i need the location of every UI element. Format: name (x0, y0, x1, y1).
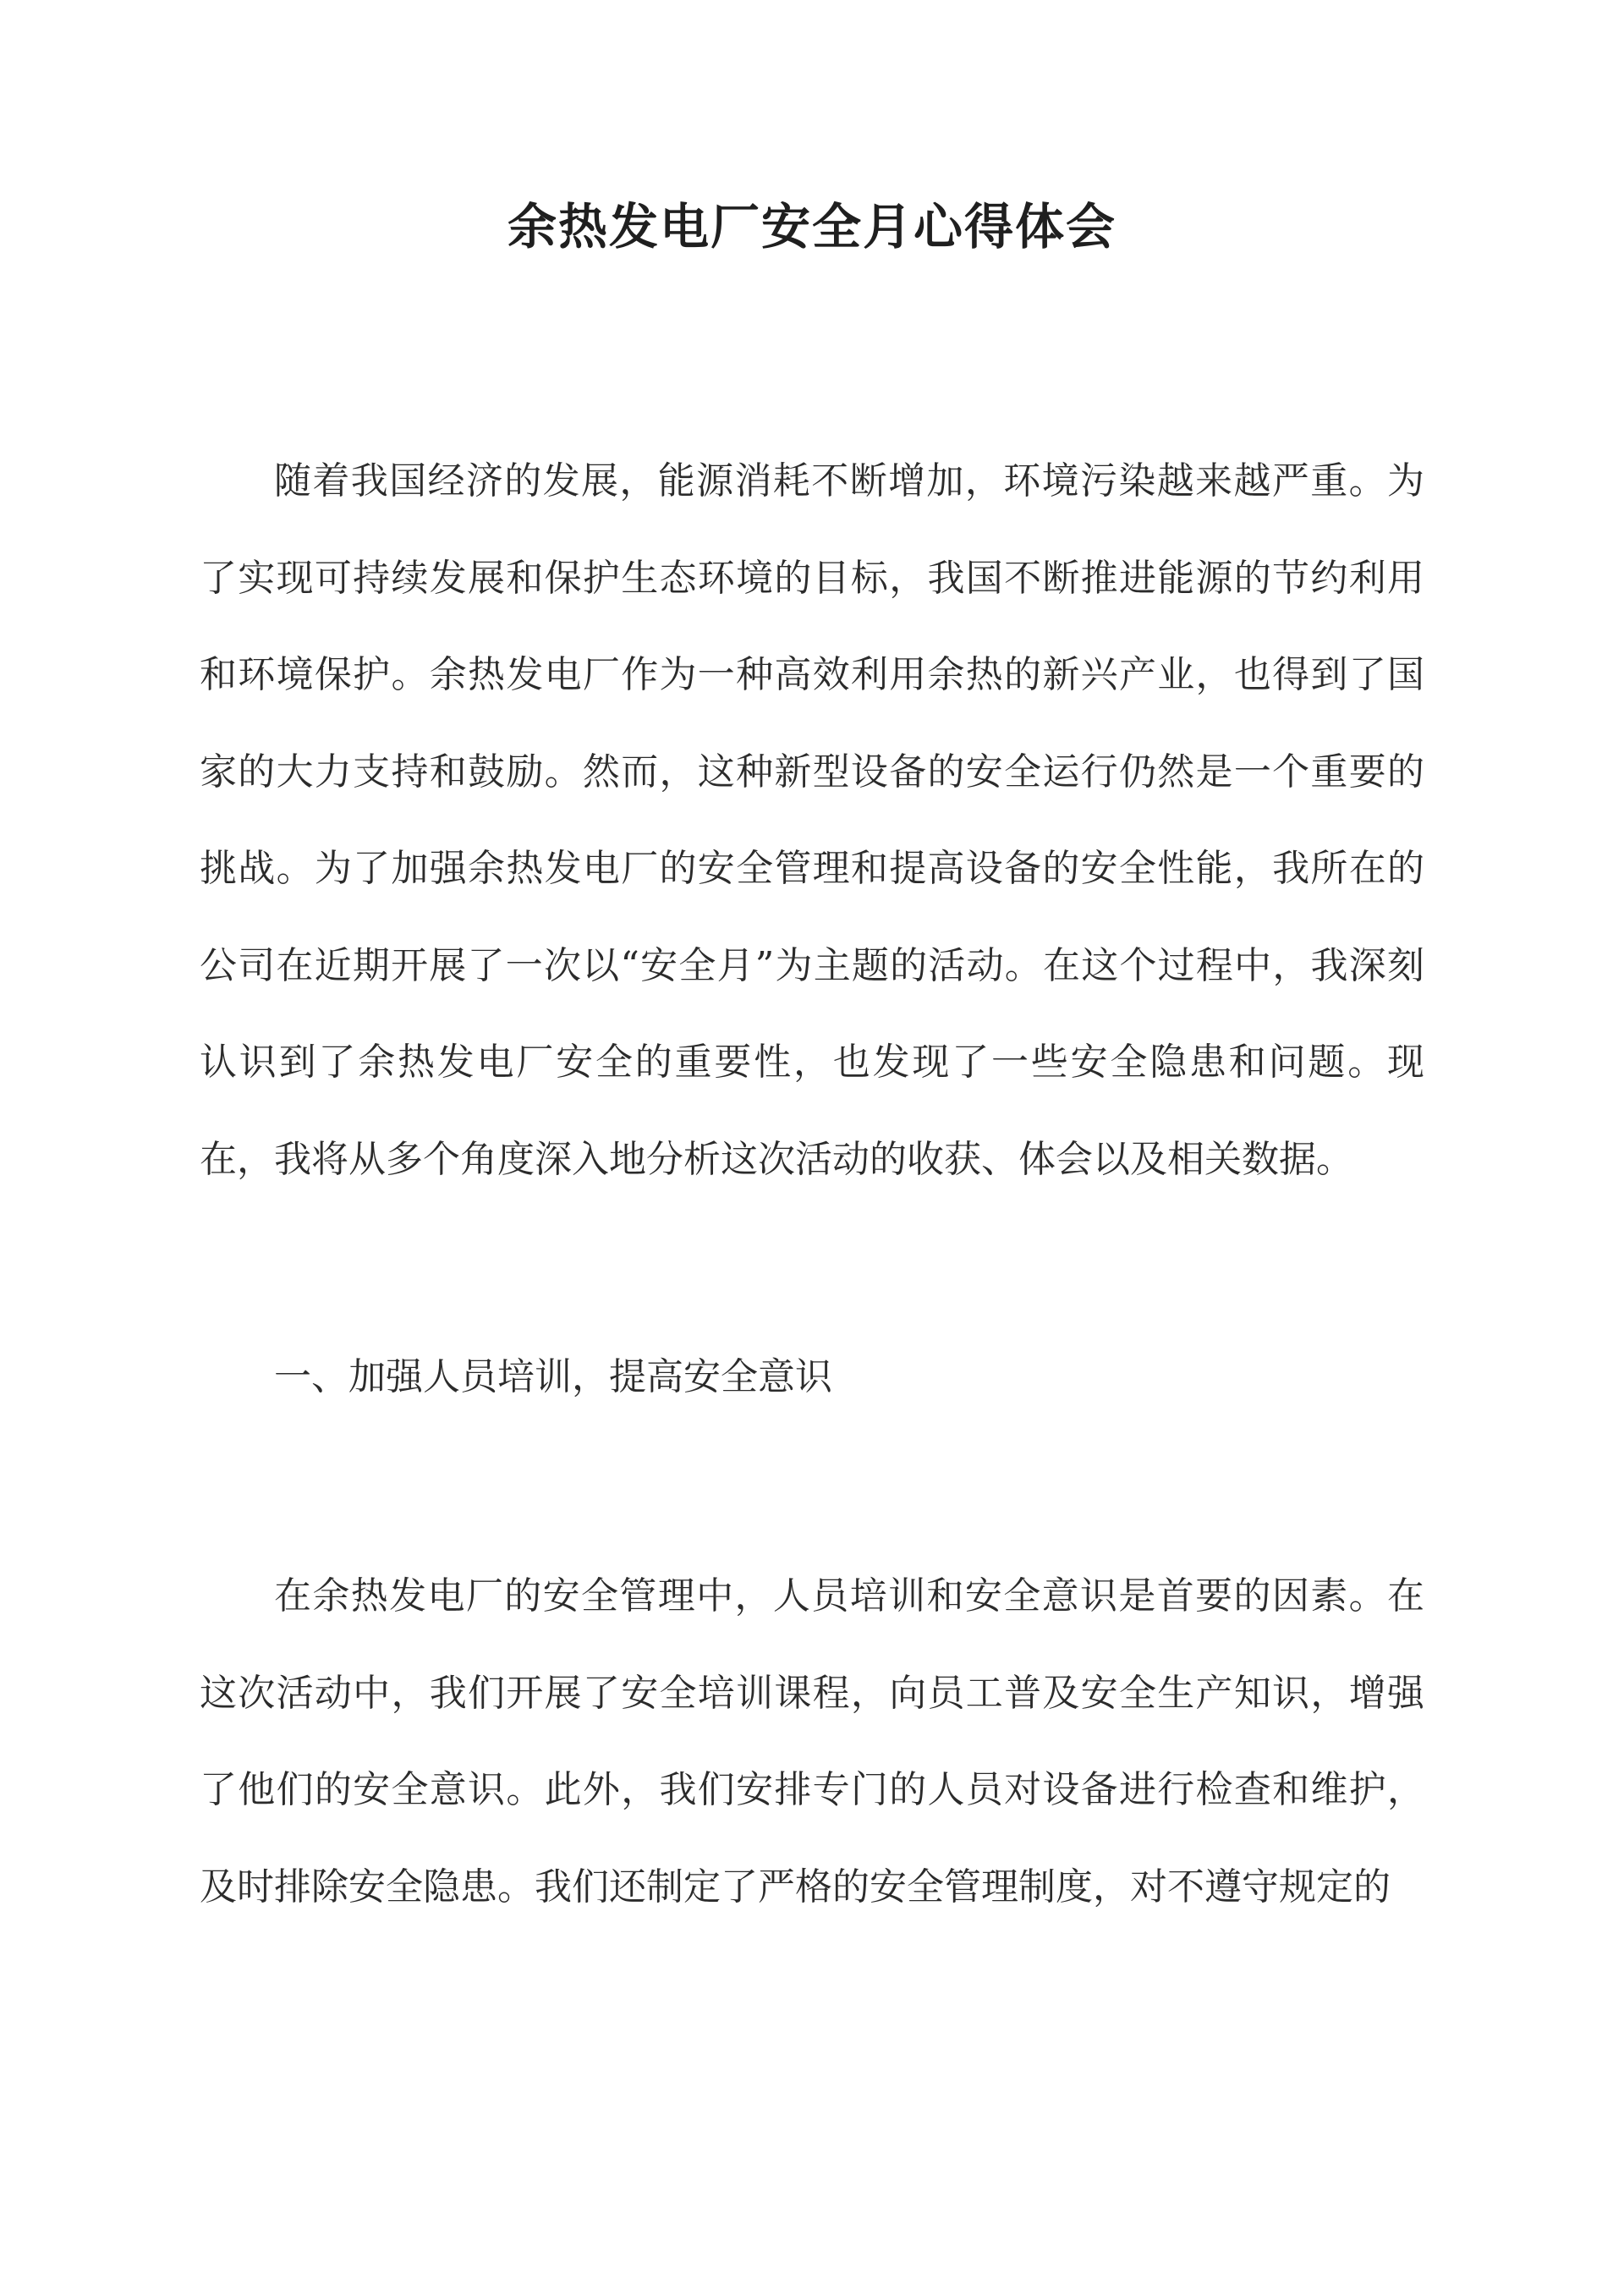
document-title: 余热发电厂安全月心得体会 (507, 198, 1116, 255)
section-heading: 一、加强人员培训，提高安全意识 (274, 1355, 832, 1398)
intro-paragraph: 随着我国经济的发展，能源消耗不断增加，环境污染越来越严重。为了实现可持续发展和保护生态环境的目标，我国不断推进能源的节约利用和环境保护。余热发电厂作为一种高效利用余热的新兴产业，也得到了国家的大力支持和鼓励。然而，这种新型设备的安全运行仍然是一个重要的挑战。为了加强余热发电厂的安全管理和提高设备的安全性能，我所在的公司在近期开展了一次以“安全月”为主题的活动。在这个过程中，我深刻认识到了余热发电厂安全的重要性，也发现了一些安全隐患和问题。现在，我将从多个角度深入地分析这次活动的收获、体会以及相关数据。 (200, 459, 1424, 1181)
section-paragraph: 在余热发电厂的安全管理中，人员培训和安全意识是首要的因素。在这次活动中，我们开展了安全培训课程，向员工普及安全生产知识，增强了他们的安全意识。此外，我们安排专门的人员对设备进行检查和维护，及时排除安全隐患。我们还制定了严格的安全管理制度，对不遵守规定的 (200, 1574, 1424, 1909)
